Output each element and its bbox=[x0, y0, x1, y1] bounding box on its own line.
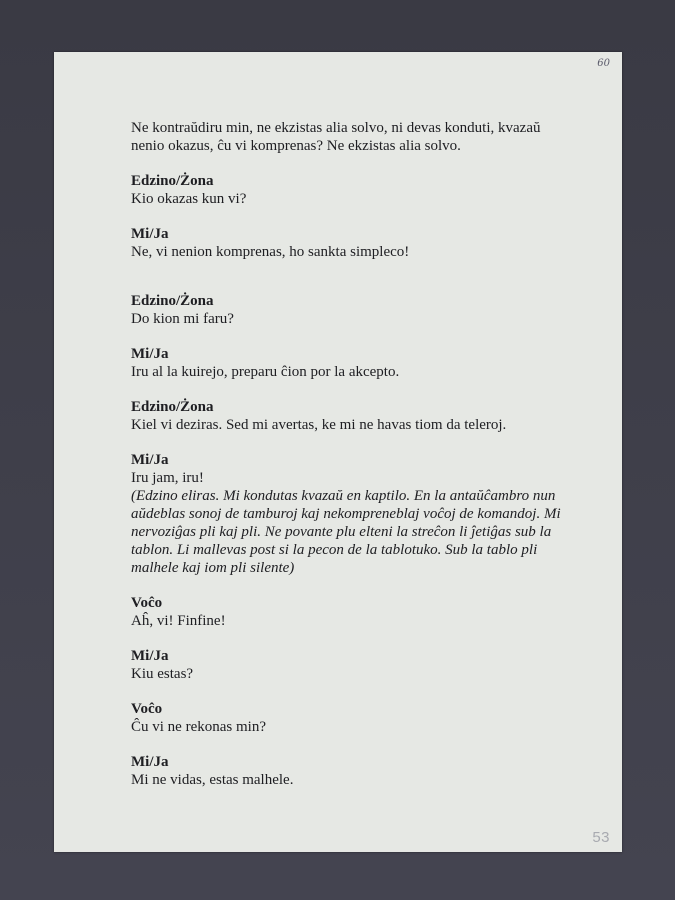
dialogue-line: Mi ne vidas, estas malhele. bbox=[131, 772, 294, 788]
dialogue-block bbox=[131, 398, 571, 434]
script-text bbox=[131, 119, 571, 806]
speaker-name: Mi/Ja bbox=[131, 648, 169, 664]
document-page bbox=[54, 52, 622, 852]
dialogue-line: Iru al la kuirejo, preparu ĉion por la akcepto. bbox=[131, 364, 400, 380]
corner-page-mark: 60 bbox=[597, 58, 610, 69]
speaker-name: Mi/Ja bbox=[131, 226, 169, 242]
speaker-name: Edzino/Żona bbox=[131, 293, 214, 309]
dialogue-block bbox=[131, 225, 571, 261]
dialogue-line: Kiel vi deziras. Sed mi avertas, ke mi ne havas tiom da teleroj. bbox=[131, 417, 507, 433]
dialogue-line: Kiu estas? bbox=[131, 666, 194, 682]
dialogue-line: Ne, vi nenion komprenas, ho sankta simpleco! bbox=[131, 244, 410, 260]
dialogue-block bbox=[131, 647, 571, 683]
speaker-name: Edzino/Żona bbox=[131, 173, 214, 189]
dialogue-block bbox=[131, 700, 571, 736]
dialogue-block bbox=[131, 292, 571, 328]
dialogue-line: Kio okazas kun vi? bbox=[131, 191, 247, 207]
dialogue-line: Iru jam, iru! bbox=[131, 470, 204, 486]
speaker-name: Voĉo bbox=[131, 701, 163, 717]
page-number: 53 bbox=[592, 829, 610, 846]
speaker-name: Edzino/Żona bbox=[131, 399, 214, 415]
speaker-name: Mi/Ja bbox=[131, 754, 169, 770]
dialogue-line: Ĉu vi ne rekonas min? bbox=[131, 719, 266, 735]
dialogue-block bbox=[131, 594, 571, 630]
dialogue-block bbox=[131, 345, 571, 381]
speaker-name: Mi/Ja bbox=[131, 452, 169, 468]
dialogue-block bbox=[131, 753, 571, 789]
dialogue-line: Do kion mi faru? bbox=[131, 311, 234, 327]
speaker-name: Voĉo bbox=[131, 595, 163, 611]
dialogue-block bbox=[131, 172, 571, 208]
intro-paragraph: Ne kontraŭdiru min, ne ekzistas alia solvo, ni devas konduti, kvazaŭ nenio okazus, ĉu vi komprenas? Ne ekzistas alia solvo. bbox=[131, 120, 541, 154]
dialogue-line: Aĥ, vi! Finfine! bbox=[131, 613, 226, 629]
stage-direction: (Edzino eliras. Mi kondutas kvazaŭ en kaptilo. En la antaŭĉambro nun aŭdeblas sonoj de tamburoj kaj nekompreneblaj voĉoj de komandoj. Mi nervoziĝas pli kaj pli. Ne povante plu elteni la streĉon li ĵetiĝas sub la tablon. Li mallevas post si la pecon de la tablotuko. Sub la tablo pli malhele kaj iom pli silente) bbox=[131, 488, 561, 576]
dialogue-block bbox=[131, 451, 571, 577]
speaker-name: Mi/Ja bbox=[131, 346, 169, 362]
